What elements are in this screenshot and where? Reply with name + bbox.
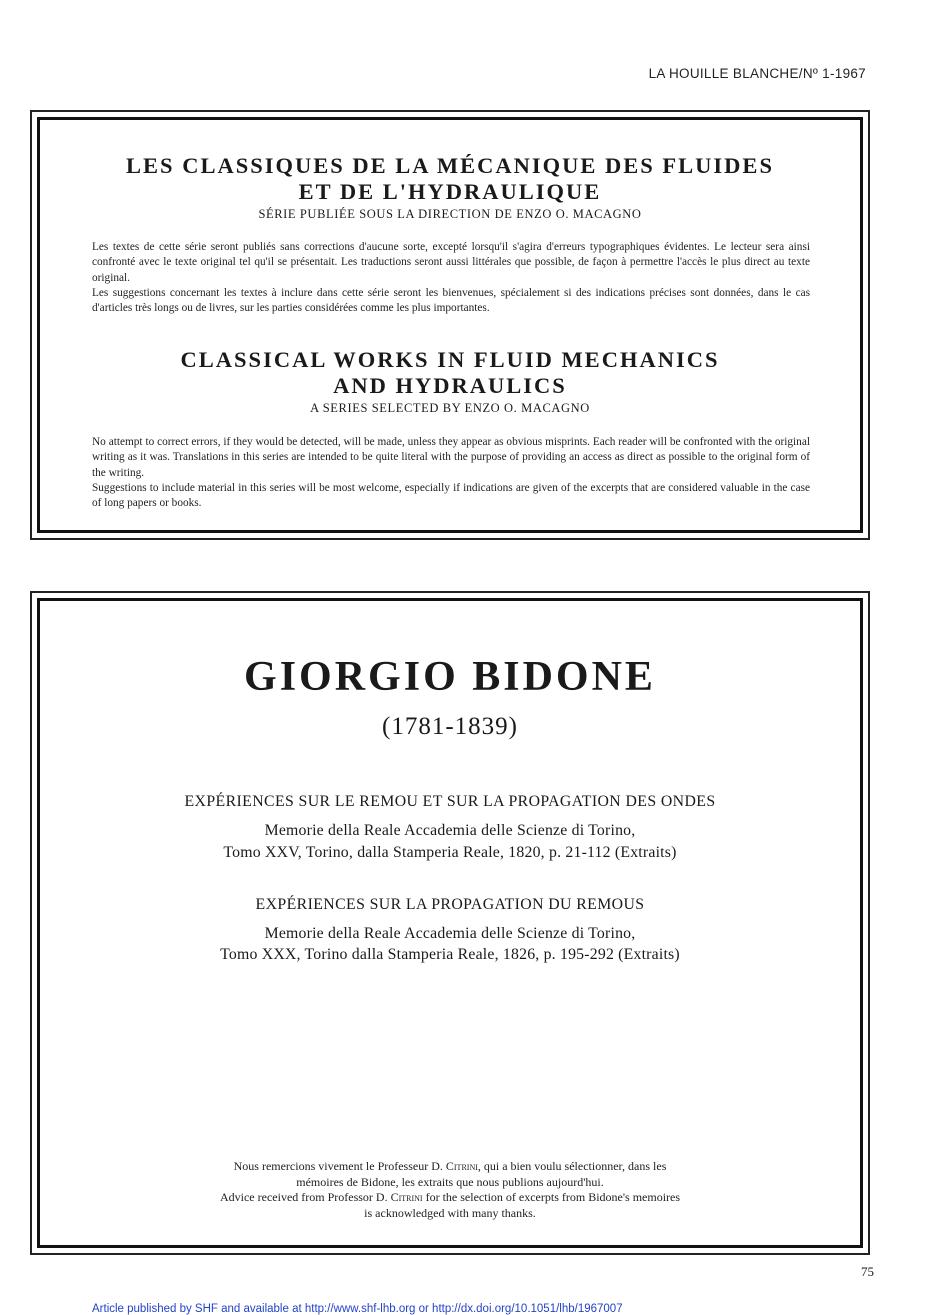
french-paragraph-2: Les suggestions concernant les textes à inclure dans cette série seront les bienvenues, spécialement si des indications précises sont données, dans le cas d'articles très longs ou de livres, sur les parties considérées comme les plus importantes. — [92, 286, 810, 315]
french-heading — [92, 153, 808, 222]
french-paragraph-1: Les textes de cette série seront publiés sans corrections d'aucune sorte, excepté lorsqu'il s'agira d'erreurs typographiques évidentes. Le lecteur sera ainsi confronté avec le texte original tel qu'il se présentait. Les traductions seront aussi littérales que possible, de façon à permettre l'accès le plus direct au texte original. — [92, 241, 810, 284]
work2-source-line1: Memorie della Reale Accademia delle Scienze di Torino, — [264, 925, 636, 942]
english-paragraph-2: Suggestions to include material in this series will be most welcome, especially if indications are given of the excerpts that are considered valuable in the case of long papers or books. — [92, 481, 810, 510]
work1-source-line1: Memorie della Reale Accademia delle Scienze di Torino, — [264, 822, 636, 839]
work1-source-line2: Tomo XXV, Torino, dalla Stamperia Reale, 1820, p. 21-112 (Extraits) — [223, 844, 677, 861]
series-box — [30, 110, 870, 540]
work2-source-line2: Tomo XXX, Torino dalla Stamperia Reale, 1826, p. 195-292 (Extraits) — [220, 946, 680, 963]
english-title-line2: AND HYDRAULICS — [333, 373, 567, 398]
english-notice — [92, 435, 810, 511]
ack-fr-line1: Nous remercions vivement le Professeur D. Citrini, qui a bien voulu sélectionner, dans les — [233, 1159, 667, 1173]
ack-en-line2: is acknowledged with many thanks. — [364, 1205, 536, 1220]
author-dates: (1781-1839) — [382, 713, 518, 740]
ack-fr-line2: mémoires de Bidone, les extraits que nous publions aujourd'hui. — [296, 1174, 604, 1189]
french-title-line1: LES CLASSIQUES DE LA MÉCANIQUE DES FLUIDES — [126, 153, 774, 178]
page-number: 75 — [861, 1264, 874, 1279]
french-title-line2: ET DE L'HYDRAULIQUE — [298, 179, 602, 204]
english-title-line1: CLASSICAL WORKS IN FLUID MECHANICS — [180, 347, 720, 372]
acknowledgment — [32, 1159, 868, 1221]
french-subtitle: SÉRIE PUBLIÉE SOUS LA DIRECTION DE ENZO O. MACAGNO — [258, 207, 642, 221]
ack-en-name: Citrini — [390, 1190, 423, 1204]
work1-title: EXPÉRIENCES SUR LE REMOU ET SUR LA PROPAGATION DES ONDES — [184, 793, 716, 810]
work2-title: EXPÉRIENCES SUR LA PROPAGATION DU REMOUS — [255, 896, 645, 913]
french-notice — [92, 240, 810, 316]
running-head: LA HOUILLE BLANCHE/Nº 1-1967 — [648, 66, 866, 81]
english-subtitle: A SERIES SELECTED BY ENZO O. MACAGNO — [310, 401, 590, 415]
author-box — [30, 591, 870, 1255]
english-paragraph-1: No attempt to correct errors, if they would be detected, will be made, unless they appear as obvious misprints. Each reader will be confronted with the original writing as it was. Translations in this series are intended to be quite literal with the purpose of providing an access as direct as possible to the original form of the writing. — [92, 436, 810, 479]
author-name: GIORGIO BIDONE — [244, 654, 656, 700]
footer-article-link[interactable]: Article published by SHF and available at http://www.shf-lhb.org or http://dx.doi.org/10.1051/lhb/1967007 — [92, 1303, 623, 1315]
english-heading — [92, 347, 808, 416]
ack-fr-name: Citrini — [445, 1159, 478, 1173]
ack-en-line1: Advice received from Professor D. Citrini for the selection of excerpts from Bidone's memoires — [219, 1190, 681, 1204]
